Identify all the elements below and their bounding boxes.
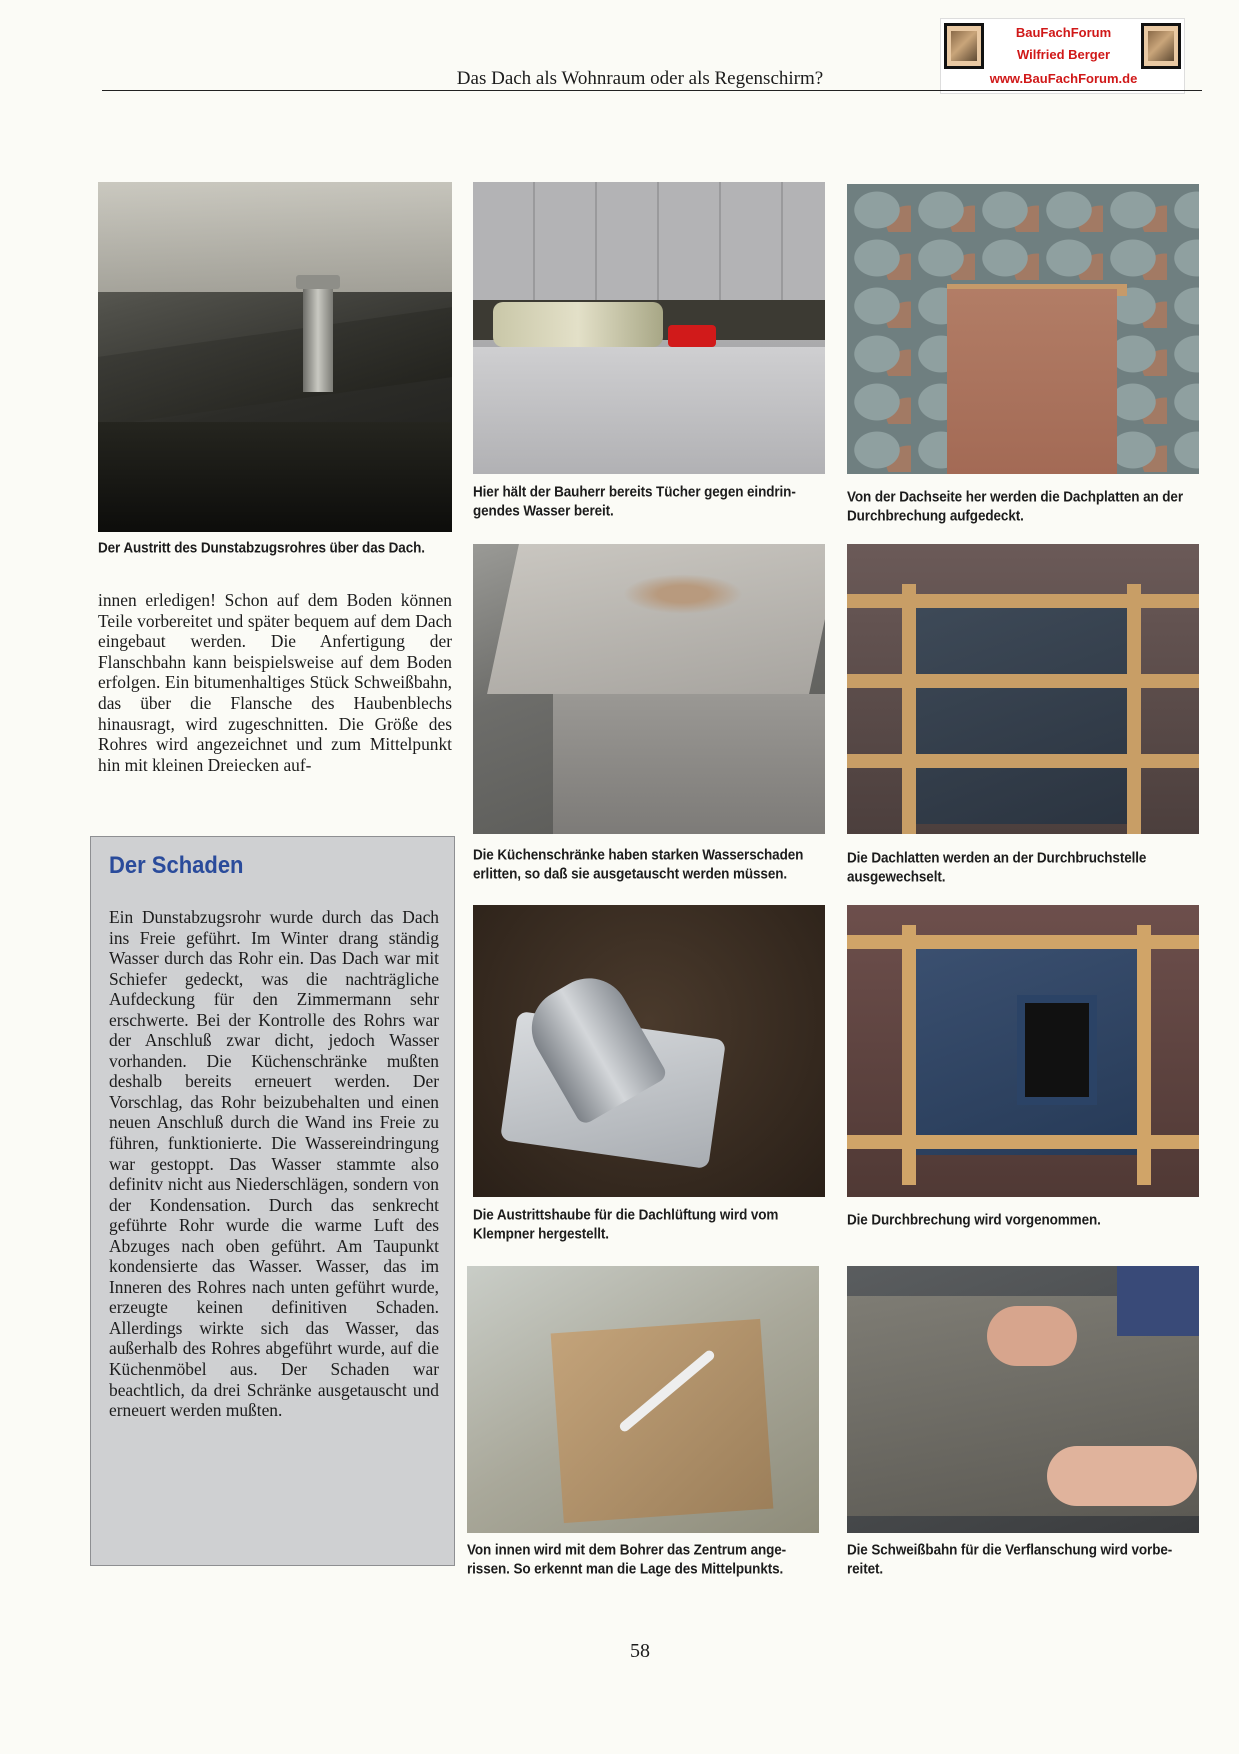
caption-photo8: Von innen wird mit dem Bohrer das Zentrum ange-rissen. So erkennt man die Lage des Mittelpunkts.: [467, 1541, 787, 1577]
logo-icon: [1141, 23, 1181, 69]
body-text: [98, 590, 452, 775]
logo-icon: [944, 23, 984, 69]
running-head: Das Dach als Wohnraum oder als Regenschirm?: [456, 68, 824, 89]
header-rule: [102, 90, 1202, 91]
stamp-url: www.BauFachForum.de: [989, 71, 1138, 86]
photo-exhaust-pipe: [98, 182, 452, 532]
photo-drilling-center: [467, 1266, 819, 1533]
sidebar-box: [90, 836, 455, 1566]
photo-cutting-membrane: [847, 1266, 1199, 1533]
page-number: 58: [630, 1640, 650, 1662]
photo-damaged-cabinet: [473, 544, 825, 834]
caption-photo5: Die Dachlatten werden an der Durchbruchstelle ausgewechselt.: [847, 849, 1147, 885]
photo-battens: [847, 544, 1199, 834]
caption-photo9: Die Schweißbahn für die Verflanschung wird vorbe-reitet.: [847, 1541, 1173, 1577]
photo-slate-tiles: [847, 184, 1199, 474]
body-paragraph: innen erledigen! Schon auf dem Boden können Teile vorbereitet und später bequem auf dem Dach eingebaut werden. Die Anfertigung der Flanschbahn kann beispielsweise auf dem Boden erfolgen. Ein bitumenhaltiges Stück Schweißbahn, das über die Flansche des Haubenblechs hinausragt, wird zugeschnitten. Die Größe des Rohres wird angezeichnet und zum Mittelpunkt hin mit kleinen Dreiecken auf-: [98, 590, 452, 775]
caption-photo4: Die Küchenschränke haben starken Wasserschaden erlitten, so daß sie ausgetauscht werden müssen.: [473, 846, 804, 882]
photo-cloths-on-cabinet: [473, 182, 825, 474]
photo-roof-opening: [847, 905, 1199, 1197]
sidebar-title: Der Schaden: [109, 851, 244, 879]
caption-photo7: Die Durchbrechung wird vorgenommen.: [847, 1211, 1101, 1228]
photo-flashing-hood: [473, 905, 825, 1197]
caption-photo2: Hier hält der Bauherr bereits Tücher gegen eindrin-gendes Wasser bereit.: [473, 483, 796, 519]
sidebar-text: Ein Dunstabzugsrohr wurde durch das Dach ins Freie geführt. Im Winter drang ständig Wasser durch das Rohr ein. Das Dach war mit Schiefer gedeckt, was die nachträgliche Aufdeckung für den Zimmermann sehr erschwerte. Bei der Kontrolle des Rohrs war der Anschluß zwar dicht, jedoch Wasser vorhanden. Die Küchenschränke mußten deshalb bereits erneuert werden. Der Vorschlag, das Rohr beizubehalten und einen neuen Anschluß durch die Wand ins Freie zu führen, funktionierte. Die Wassereindringung war gestoppt. Das Wasser stammte also definitv nicht aus Niederschlägen, sondern von der Kondensation. Durch das senkrecht geführte Rohr wurde die warme Luft des Abzuges nach oben geführt. Am Taupunkt kondensierte das Wasser. Wasser, das im Inneren des Rohres nach unten geführt wurde, erzeugte keinen definitiven Schaden. Allerdings wirkte sich das Wasser, das außerhalb des Rohres abgeführt wurde, auf die Küchenmöbel aus. Der Schaden war beachtlich, da drei Schränke ausgetauscht und erneuert werden mußten.: [109, 907, 439, 1421]
stamp-line-1: BauFachForum: [1015, 25, 1112, 40]
stamp-line-2: Wilfried Berger: [1016, 47, 1111, 62]
caption-photo6: Die Austrittshaube für die Dachlüftung wird vom Klempner hergestellt.: [473, 1206, 779, 1242]
caption-photo3: Von der Dachseite her werden die Dachplatten an der Durchbrechung aufgedeckt.: [847, 488, 1183, 524]
watermark-stamp: [940, 18, 1185, 94]
caption-photo1: Der Austritt des Dunstabzugsrohres über das Dach.: [98, 539, 425, 556]
